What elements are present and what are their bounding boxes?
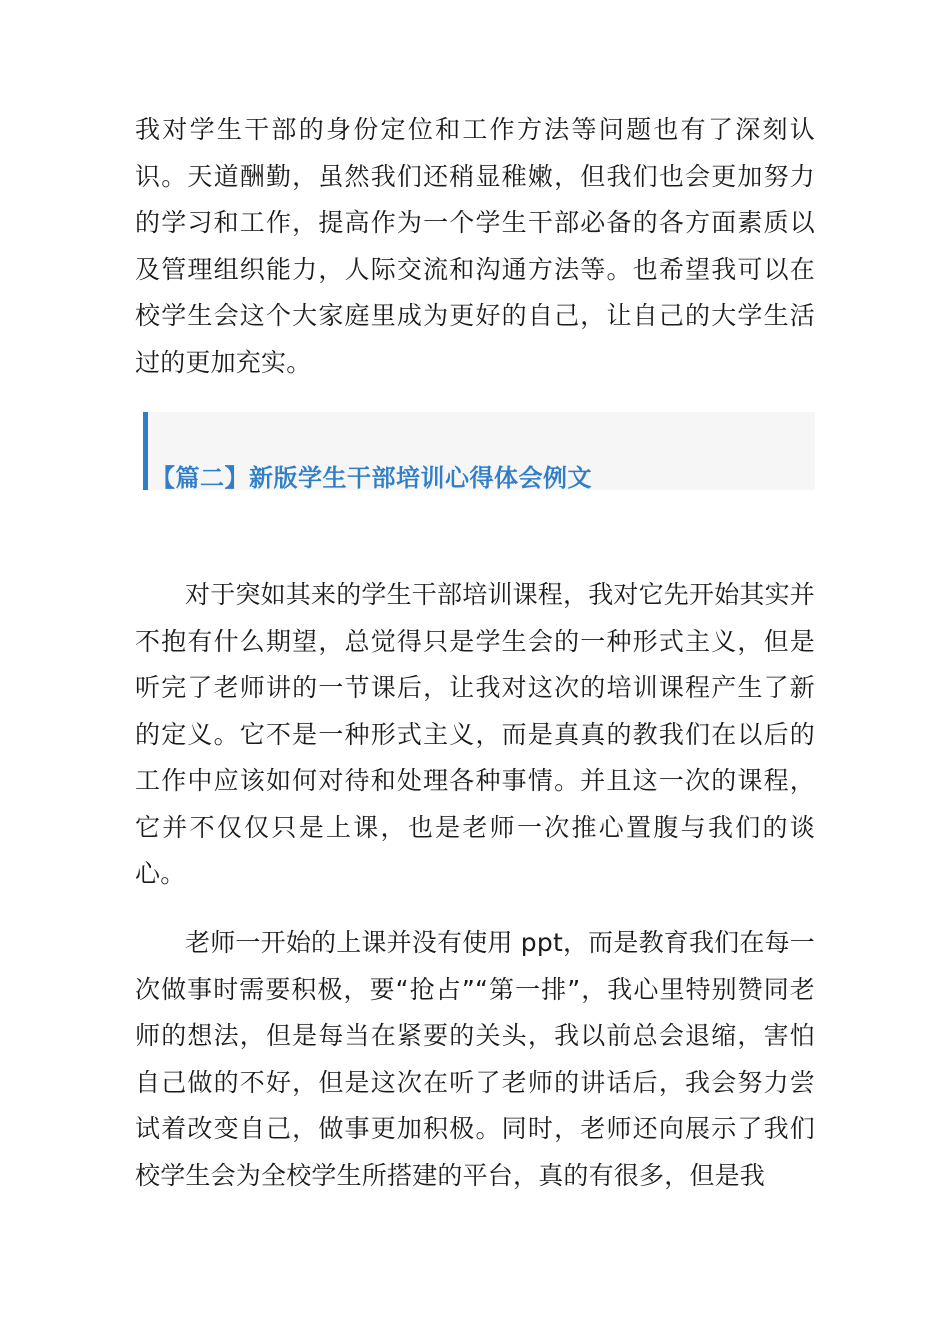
section-heading-box [143, 412, 815, 490]
body-paragraph-3: 老师一开始的上课并没有使用 ppt，而是教育我们在每一次做事时需要积极，要“抢占”“第一排”，我心里特别赞同老师的想法，但是每当在紧要的关头，我以前总会退缩，害怕自己做的不好，但是这次在听了老师的讲话后，我会努力尝试着改变自己，做事更加积极。同时，老师还向展示了我们校学生会为全校学生所搭建的平台，真的有很多，但是我 [135, 928, 815, 1190]
body-paragraph-1: 我对学生干部的身份定位和工作方法等问题也有了深刻认识。天道酬勤，虽然我们还稍显稚嫩，但我们也会更加努力的学习和工作，提高作为一个学生干部必备的各方面素质以及管理组织能力，人际交流和沟通方法等。也希望我可以在校学生会这个大家庭里成为更好的自己，让自己的大学生活过的更加充实。 [135, 115, 815, 377]
section-heading: 【篇二】新版学生干部培训心得体会例文 [151, 464, 592, 492]
body-paragraph-2: 对于突如其来的学生干部培训课程，我对它先开始其实并不抱有什么期望，总觉得只是学生会的一种形式主义，但是听完了老师讲的一节课后，让我对这次的培训课程产生了新的定义。它不是一种形式主义，而是真真的教我们在以后的工作中应该如何对待和处理各种事情。并且这一次的课程，它并不仅仅只是上课，也是老师一次推心置腹与我们的谈心。 [135, 580, 816, 888]
